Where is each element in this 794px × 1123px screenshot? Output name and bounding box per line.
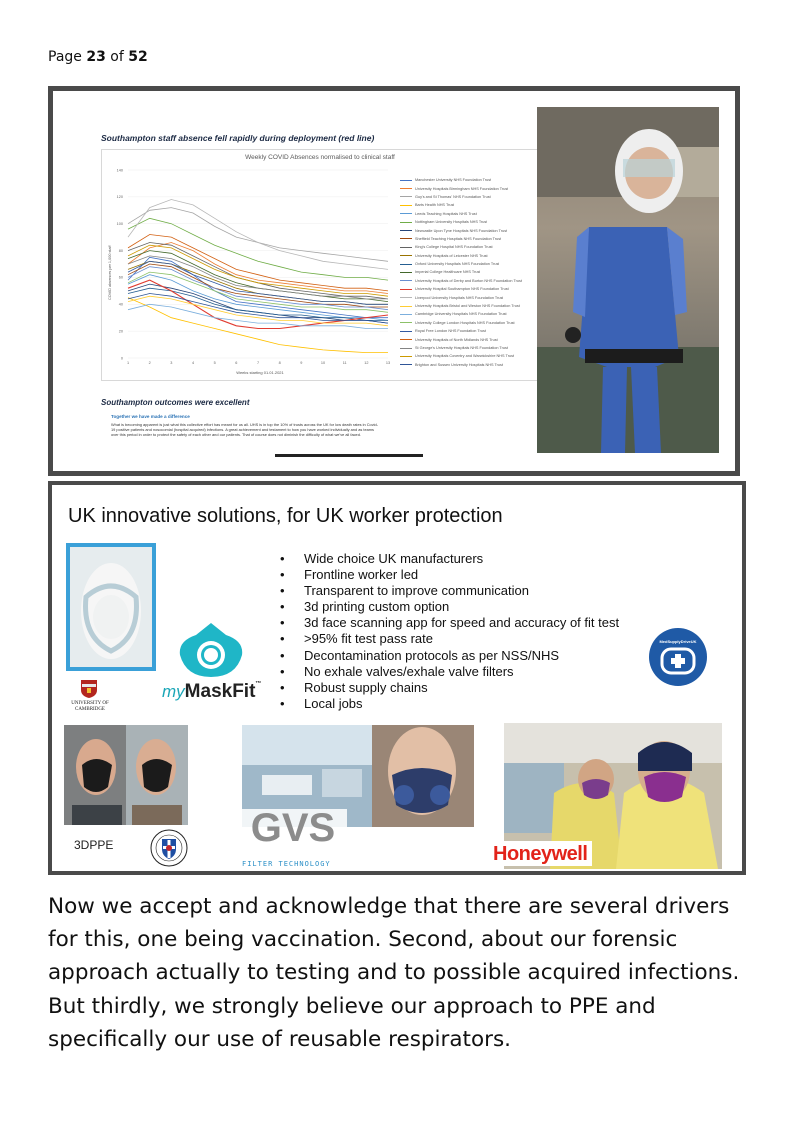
outcomes-body: What is becoming apparent is just what this collective effort has meant for us all. UHS is in top the 10% of trusts across the UK for low death rates in Covid-19 positive patients and nosocomial (hospital acquired) infections. A great achievement and testament to how you have worked individually and as teams over this period in order to protect the safety of each other and our patients. That of course does not diminish the difficulty of what we've all faced.	[111, 422, 378, 438]
legend-swatch	[400, 348, 412, 349]
legend-entry	[400, 235, 538, 243]
feature-bullet: • Robust supply chains	[280, 680, 619, 696]
legend-swatch	[400, 196, 412, 197]
3dppe-label: 3DPPE	[74, 838, 114, 852]
legend-label: Imperial College Healthcare NHS Trust	[415, 270, 481, 275]
legend-swatch	[400, 331, 412, 332]
legend-entry	[400, 285, 538, 293]
chart-ytick-label: 20	[118, 329, 123, 334]
chart-xtick-label: 4	[191, 361, 195, 365]
chart-title: Weekly COVID Absences normalised to clinical staff	[245, 154, 395, 161]
legend-entry	[400, 277, 538, 285]
chart-ytick-label: 120	[116, 195, 123, 200]
legend-entry	[400, 327, 538, 335]
gvs-logo-text: GVS	[250, 806, 336, 847]
legend-label: St George's University Hospitals NHS Foundation Trust	[415, 346, 508, 350]
absence-chart	[101, 149, 539, 381]
legend-label: Nottingham University Hospitals NHS Trust	[415, 220, 488, 225]
chart-ylabel: COVID absences per 1,000 staff	[108, 245, 112, 300]
gvs-tagline: FILTER TECHNOLOGY	[242, 860, 331, 868]
legend-swatch	[400, 314, 412, 315]
legend-swatch	[400, 213, 412, 214]
badge-text: MedSupplyDriveUK	[659, 639, 697, 644]
chart-series-line	[128, 275, 388, 321]
legend-entry	[400, 335, 538, 343]
feature-bullet: • Wide choice UK manufacturers	[280, 551, 619, 567]
legend-swatch	[400, 188, 412, 189]
feature-bullet: • Transparent to improve communication	[280, 583, 619, 599]
chart-series-line	[128, 200, 388, 270]
legend-label: University Hospitals of Leicester NHS Trust	[415, 253, 488, 258]
legend-label: University Hospital Southampton NHS Foundation Trust	[415, 287, 509, 292]
chart-xtick-label: 7	[256, 361, 260, 365]
chart-series-line	[128, 304, 388, 328]
chart-xtick-label: 9	[300, 361, 303, 365]
legend-swatch	[400, 306, 412, 307]
slide-uk-solutions	[48, 481, 746, 875]
chart-xtick-label: 8	[278, 361, 281, 365]
legend-label: Newcastle Upon Tyne Hospitals NHS Foundation Trust	[415, 228, 508, 233]
legend-label: Royal Free London NHS Foundation Trust	[415, 329, 486, 334]
slide-divider	[275, 454, 423, 457]
respirator-hood-photo	[537, 107, 719, 453]
feature-bullet: • Frontline worker led	[280, 567, 619, 583]
legend-entry	[400, 352, 538, 360]
legend-entry	[400, 361, 538, 369]
legend-label: Leeds Teaching Hospitals NHS Trust	[415, 211, 477, 216]
mask-photo	[66, 543, 156, 671]
legend-swatch	[400, 339, 412, 340]
chart-legend	[400, 176, 538, 369]
legend-entry	[400, 252, 538, 260]
legend-swatch	[400, 247, 412, 248]
legend-entry	[400, 268, 538, 276]
chart-series-line	[128, 218, 388, 280]
chart-xtick-label: 11	[342, 361, 347, 365]
chart-xtick-label: 13	[385, 361, 391, 365]
outcomes-subtitle: Together we have made a difference	[111, 414, 190, 419]
legend-entry	[400, 226, 538, 234]
slide-staff-absence	[48, 86, 740, 476]
legend-entry	[400, 310, 538, 318]
legend-label: University Hospitals Coventry and Warwickshire NHS Trust	[415, 354, 515, 359]
legend-entry	[400, 293, 538, 301]
chart-ytick-label: 80	[118, 248, 123, 253]
cambridge-crest-icon	[80, 679, 98, 699]
feature-bullet: • 3d face scanning app for speed and accuracy of fit test	[280, 615, 619, 631]
legend-swatch	[400, 255, 412, 256]
legend-swatch	[400, 356, 412, 357]
legend-entry	[400, 302, 538, 310]
chart-series-line	[128, 296, 388, 326]
legend-label: Cambridge University Hospitals NHS Foundation Trust	[415, 312, 507, 317]
legend-swatch	[400, 289, 412, 290]
chart-xtick-label: 1	[126, 361, 130, 365]
chart-xtick-label: 12	[364, 361, 369, 365]
legend-entry	[400, 243, 538, 251]
body-paragraph: Now we accept and acknowledge that there are several drivers for this, one being vaccination. Second, about our forensic approach actually to testing and to possible acquired infections. But thirdly, we strongly believe our approach to PPE and specifically our use of reusable respirators.	[48, 894, 740, 1052]
honeywell-logo: Honeywell	[490, 841, 592, 866]
edinburgh-crest-icon	[149, 828, 189, 868]
feature-bullet: • 3d printing custom option	[280, 599, 619, 615]
legend-swatch	[400, 364, 412, 365]
legend-swatch	[400, 264, 412, 265]
legend-label: Sheffield Teaching Hospitals NHS Foundation Trust	[415, 236, 502, 241]
med-supply-drive-badge	[648, 627, 708, 687]
chart-xtick-label: 6	[235, 361, 238, 365]
chart-ytick-label: 60	[118, 275, 123, 280]
chart-xtick-label: 10	[320, 361, 326, 365]
feature-bullet: • Local jobs	[280, 696, 619, 712]
legend-entry	[400, 218, 538, 226]
legend-swatch	[400, 230, 412, 231]
legend-entry	[400, 184, 538, 192]
legend-swatch	[400, 205, 412, 206]
chart-series-line	[128, 264, 388, 307]
chart-plot	[102, 150, 398, 380]
feature-bullet: • Decontamination protocols as per NSS/NHS	[280, 648, 619, 664]
legend-swatch	[400, 297, 412, 298]
legend-swatch	[400, 222, 412, 223]
legend-label: Manchester University NHS Foundation Trust	[415, 178, 492, 183]
legend-label: King's College Hospital NHS Foundation Trust	[415, 245, 493, 250]
chart-series-line	[128, 243, 388, 294]
chart-xtick-label: 2	[148, 361, 151, 365]
chart-ytick-label: 0	[120, 356, 123, 361]
legend-label: Brighton and Sussex University Hospitals NHS Trust	[415, 362, 503, 367]
chart-ytick-label: 100	[116, 222, 123, 227]
outcomes-title: Southampton outcomes were excellent	[101, 398, 250, 407]
legend-label: University Hospitals Birmingham NHS Foundation Trust	[415, 186, 509, 191]
legend-swatch	[400, 280, 412, 281]
legend-label: University College London Hospitals NHS Foundation Trust	[415, 320, 515, 325]
chart-ytick-label: 140	[116, 168, 123, 173]
legend-swatch	[400, 238, 412, 239]
feature-list	[280, 551, 619, 712]
feature-bullet: • >95% fit test pass rate	[280, 631, 619, 647]
slide1-title: Southampton staff absence fell rapidly during deployment (red line)	[101, 133, 375, 143]
chart-xtick-label: 3	[170, 361, 173, 365]
chart-series-line	[128, 298, 388, 353]
legend-entry	[400, 201, 538, 209]
legend-entry	[400, 176, 538, 184]
cambridge-wordmark: UNIVERSITY OF CAMBRIDGE	[71, 701, 109, 712]
3dppe-masks-photo	[64, 725, 188, 825]
legend-entry	[400, 210, 538, 218]
legend-label: University Hospitals of Derby and Burton NHS Foundation Trust	[415, 278, 522, 283]
legend-label: University Hospitals Bristol and Weston NHS Foundation Trust	[415, 304, 520, 309]
legend-label: Guy's and St Thomas' NHS Foundation Trust	[415, 194, 491, 199]
chart-xlabel: Weeks starting 01.01.2021	[236, 370, 284, 375]
chart-xtick-label: 5	[213, 361, 216, 365]
chart-series-line	[128, 294, 388, 324]
maskfit-logo: myMaskFit™	[162, 681, 262, 702]
slide2-title: UK innovative solutions, for UK worker protection	[68, 505, 503, 527]
legend-label: Barts Health NHS Trust	[415, 203, 455, 208]
legend-entry	[400, 193, 538, 201]
legend-label: Oxford University Hospitals NHS Foundation Trust	[415, 262, 500, 267]
legend-label: University Hospitals of North Midlands NHS Trust	[415, 337, 498, 342]
gvs-logo	[239, 803, 347, 847]
legend-swatch	[400, 322, 412, 323]
legend-swatch	[400, 180, 412, 181]
legend-label: Liverpool University Hospitals NHS Foundation Trust	[415, 295, 504, 300]
legend-entry	[400, 344, 538, 352]
maskfit-mask-icon	[176, 621, 246, 679]
page-number: Page 23 of 52	[48, 49, 148, 65]
chart-ytick-label: 40	[118, 302, 123, 307]
legend-entry	[400, 260, 538, 268]
chart-series-line	[128, 208, 388, 262]
legend-swatch	[400, 272, 412, 273]
legend-entry	[400, 319, 538, 327]
feature-bullet: • No exhale valves/exhale valve filters	[280, 664, 619, 680]
chart-series-line	[128, 284, 388, 323]
